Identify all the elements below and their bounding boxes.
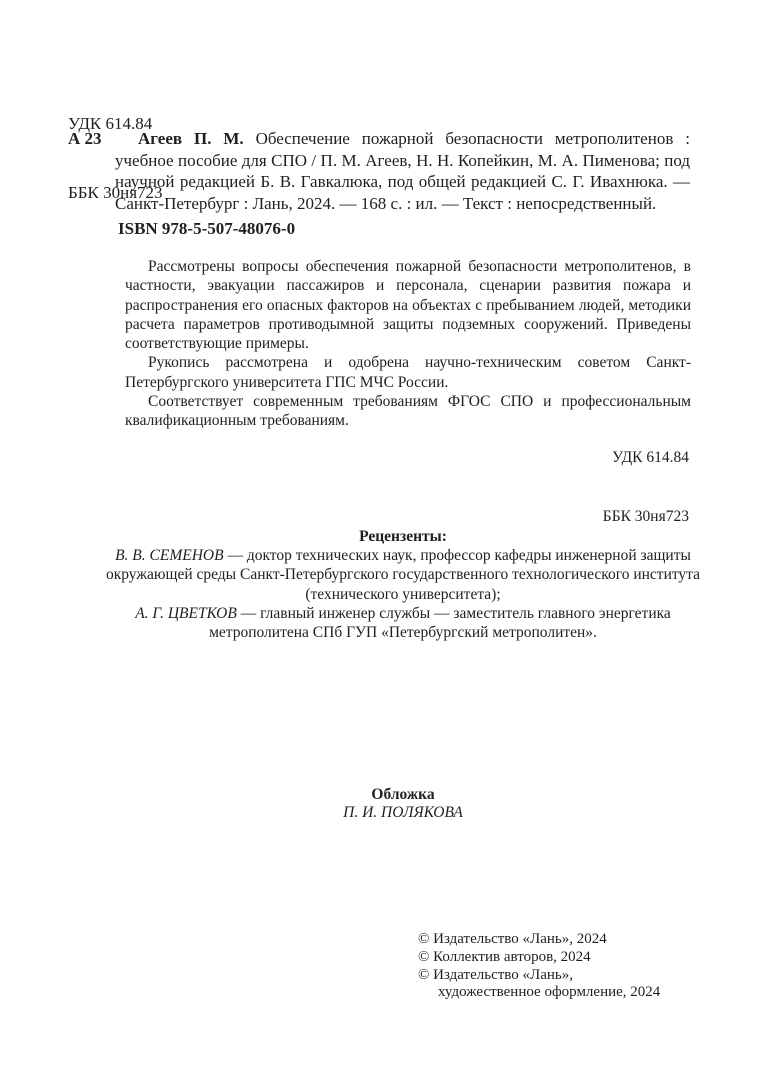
copyright-block bbox=[418, 931, 676, 1002]
bbk-code-top: ББК 30ня723 bbox=[68, 183, 163, 202]
reviewer-description-2: — главный инженер службы — заместитель главного энергетика метрополитена СПб ГУП «Петербургский метрополитен». bbox=[209, 604, 671, 642]
annotation-paragraph-2: Рукопись рассмотрена и одобрена научно-техническим советом Санкт-Петербургского университета ГПС МЧС России. bbox=[125, 354, 691, 391]
authors-name-bold: Агеев П. М. bbox=[138, 129, 244, 148]
reviewer-entry-2 bbox=[103, 604, 703, 642]
bbk-code-right: ББК 30ня723 bbox=[602, 507, 689, 525]
reviewer-entry-1 bbox=[103, 546, 703, 604]
reviewers-section bbox=[103, 527, 703, 642]
reviewer-name-2: А. Г. ЦВЕТКОВ bbox=[135, 604, 237, 622]
cover-heading: Обложка bbox=[371, 786, 435, 803]
copyright-line-authors: © Коллектив авторов, 2024 bbox=[418, 948, 591, 965]
copyright-line-publisher: © Издательство «Лань», 2024 bbox=[418, 931, 607, 947]
bibliographic-description-text: Обеспечение пожарной безопасности метрополитенов : учебное пособие для СПО / П. М. Агеев, Н. Н. Копейкин, М. А. Пименова; под научной редакцией Б. В. Гавкалюка, под общей редакцией С. Г. Ивахнюка. — Санкт-Петербург : Лань, 2024. — 168 с. : ил. — Текст : непосредственный. bbox=[115, 129, 690, 213]
annotation-block bbox=[125, 257, 691, 431]
bibliographic-entry bbox=[68, 128, 690, 214]
udk-code-top: УДК 614.84 bbox=[68, 114, 153, 133]
catalog-code: А 23 bbox=[68, 129, 102, 148]
udk-code-right: УДК 614.84 bbox=[612, 449, 689, 466]
reviewers-heading: Рецензенты: bbox=[359, 528, 447, 545]
cover-credit-section bbox=[103, 786, 703, 822]
bibliographic-description bbox=[115, 128, 690, 214]
isbn-number: ISBN 978-5-507-48076-0 bbox=[118, 219, 296, 238]
cover-designer-name: П. И. ПОЛЯКОВА bbox=[343, 804, 463, 821]
annotation-paragraph-3: Соответствует современным требованиям ФГОС СПО и профессиональным квалификационным требованиям. bbox=[125, 393, 691, 430]
reviewer-name-1: В. В. СЕМЕНОВ bbox=[115, 547, 224, 565]
copyright-line-design: © Издательство «Лань», художественное оформление, 2024 bbox=[418, 966, 661, 1001]
reviewer-description-1: — доктор технических наук, профессор кафедры инженерной защиты окружающей среды Санкт-Петербургского государственного технологического института (технического университета); bbox=[105, 547, 701, 603]
annotation-paragraph-1: Рассмотрены вопросы обеспечения пожарной безопасности метрополитенов, в частности, эвакуации пассажиров и персонала, сценарии развития пожара и распространения его опасных факторов на объектах с пребыванием людей, методики расчета параметров противодымной защиты подземных сооружений. Приведены соответствующие примеры. bbox=[125, 258, 691, 353]
